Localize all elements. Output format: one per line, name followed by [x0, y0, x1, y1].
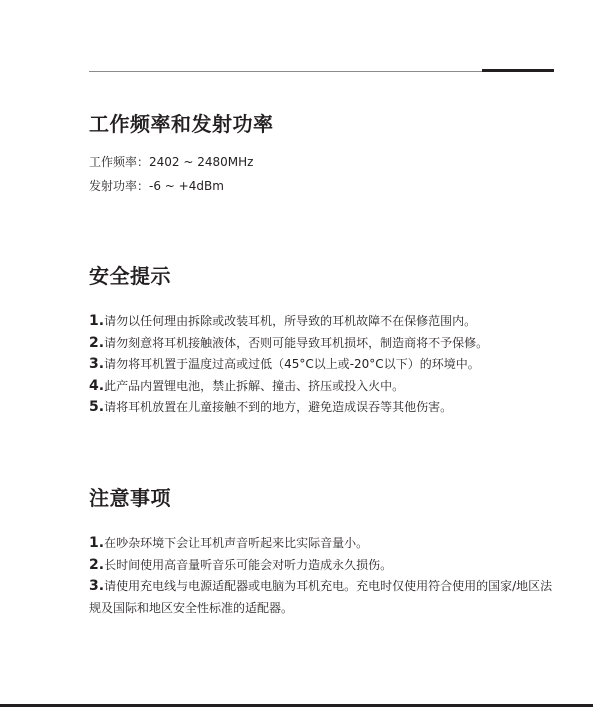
item-number: 1.	[89, 313, 105, 329]
item-text: 此产品内置锂电池，禁止拆解、撞击、挤压或投入火中。	[104, 378, 405, 393]
list-item	[89, 376, 559, 398]
item-number: 2.	[89, 556, 105, 573]
list-item	[89, 311, 559, 333]
item-number: 3.	[89, 356, 105, 372]
notes-section	[89, 484, 559, 619]
list-item	[89, 354, 559, 376]
item-text: 请勿刻意将耳机接触液体，否则可能导致耳机损坏，制造商将不予保修。	[104, 335, 489, 350]
spec-heading: 工作频率和发射功率	[89, 112, 274, 136]
item-text: 请使用充电线与电源适配器或电脑为耳机充电。充电时仅使用符合使用的国家/地区法规及国际和地区安全性标准的适配器。	[89, 579, 553, 615]
item-number: 3.	[89, 578, 105, 594]
safety-section	[89, 262, 559, 419]
item-number: 2.	[89, 334, 105, 351]
spec-section	[89, 110, 559, 198]
item-text: 请勿以任何理由拆除或改装耳机，所导致的耳机故障不在保修范围内。	[104, 314, 477, 328]
notes-list	[89, 533, 559, 619]
list-item	[89, 397, 559, 419]
safety-heading: 安全提示	[89, 264, 171, 288]
frequency-line: 工作频率：2402 ~ 2480MHz	[89, 155, 254, 169]
item-number: 4.	[89, 377, 105, 394]
item-text: 请勿将耳机置于温度过高或过低（45°C以上或-20°C以下）的环境中。	[104, 357, 480, 371]
list-item	[89, 555, 559, 577]
item-text: 长时间使用高音量听音乐可能会对听力造成永久损伤。	[104, 557, 393, 572]
notes-heading: 注意事项	[89, 486, 171, 510]
power-line: 发射功率：-6 ~ +4dBm	[89, 179, 224, 193]
item-text: 在吵杂环境下会让耳机声音听起来比实际音量小。	[104, 536, 369, 550]
item-text: 请将耳机放置在儿童接触不到的地方，避免造成误吞等其他伤害。	[104, 400, 453, 414]
safety-list	[89, 311, 559, 419]
item-number: 5.	[89, 399, 105, 415]
item-number: 1.	[89, 535, 105, 551]
list-item	[89, 533, 559, 555]
list-item	[89, 576, 559, 619]
list-item	[89, 333, 559, 355]
top-divider-accent	[482, 69, 554, 72]
spec-lines	[89, 150, 559, 198]
